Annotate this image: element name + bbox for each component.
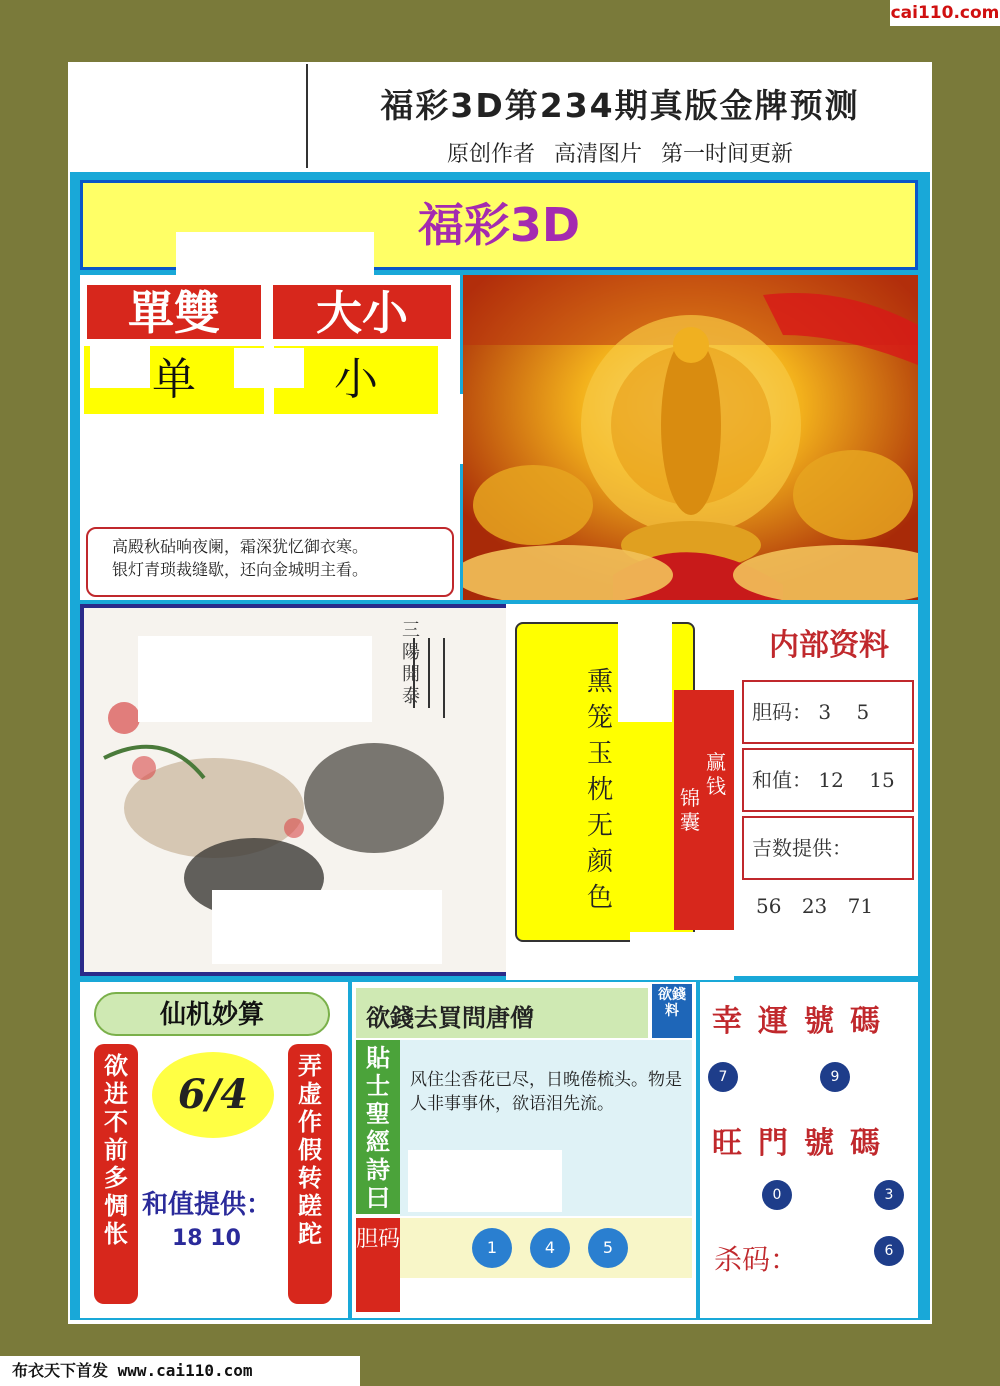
tips-label: 貼士聖經詩曰	[356, 1040, 400, 1214]
handwriting-oval	[152, 1052, 274, 1138]
lucky-value: 71	[847, 894, 874, 918]
tips-poem: 风住尘香花已尽，日晚倦梳头。物是人非事事休，欲语泪先流。	[400, 1040, 692, 1216]
dan-ball: 1	[472, 1228, 512, 1268]
dan-ball: 5	[588, 1228, 628, 1268]
big-small-value: 小	[274, 346, 438, 414]
xianji-title: 仙机妙算	[94, 992, 330, 1036]
lucky-value: 23	[801, 894, 828, 918]
buddha-illustration	[463, 275, 918, 600]
scroll-text: 熏笼玉枕无颜色	[586, 667, 613, 913]
odd-even-value: 单	[84, 346, 264, 414]
lucky-label-row	[742, 816, 914, 880]
tang-title: 欲錢去買問唐僧	[356, 988, 648, 1038]
jinnang-strip	[674, 690, 734, 930]
lucky-label: 吉数提供：	[752, 836, 852, 860]
mask-block	[408, 1150, 562, 1212]
internal-title: 内部资料	[744, 616, 914, 676]
header	[310, 64, 930, 168]
wang-title: 旺門號碼	[712, 1126, 896, 1161]
page-title: 福彩3D第234期真版金牌预测	[380, 86, 860, 125]
lucky-ball: 7	[708, 1062, 738, 1092]
page-subtitle: 原创作者 高清图片 第一时间更新	[447, 142, 793, 167]
mask-block	[90, 344, 150, 388]
poem-line-1: 高殿秋砧响夜阑，霜深犹忆御衣寒。	[112, 537, 369, 556]
mask-block	[234, 348, 304, 388]
mask-block	[138, 636, 372, 722]
side-tag: 欲錢料	[652, 984, 692, 1038]
handwritten-number: 6/4	[177, 1071, 249, 1118]
lucky-value: 56	[756, 894, 782, 918]
win-label: 赢钱	[706, 750, 726, 798]
banner-title: 福彩3D	[80, 180, 918, 270]
dan-ball: 4	[530, 1228, 570, 1268]
lucky-values	[756, 894, 906, 918]
right-column-text: 弄虚作假转蹉跎	[288, 1044, 332, 1304]
mask-block	[176, 232, 374, 276]
poem-box	[86, 527, 454, 597]
dan-row	[742, 680, 914, 744]
sum-provide-values: 18 10	[172, 1226, 241, 1251]
sum-row	[742, 748, 914, 812]
lucky-title: 幸運號碼	[712, 1004, 896, 1039]
dan-value: 5	[856, 700, 870, 724]
site-tag[interactable]: cai110.com	[890, 0, 1000, 26]
painting-inscription: 三陽開泰	[402, 620, 420, 707]
wang-ball: 3	[874, 1180, 904, 1210]
dan-value: 3	[818, 700, 832, 724]
lucky-ball: 9	[820, 1062, 850, 1092]
odd-even-label: 單雙	[84, 282, 264, 342]
jinnang-label: 锦囊	[680, 786, 700, 834]
buddha-image	[463, 275, 918, 600]
sum-label: 和值：	[752, 768, 812, 792]
kill-ball: 6	[874, 1236, 904, 1266]
sum-provide-label: 和值提供：	[142, 1190, 273, 1220]
wang-ball: 0	[762, 1180, 792, 1210]
sum-value: 12	[818, 768, 844, 792]
left-column-text: 欲进不前多惆怅	[94, 1044, 138, 1304]
sum-value: 15	[869, 768, 895, 792]
dan-label: 胆码：	[752, 700, 812, 724]
mask-block	[212, 890, 442, 964]
kill-label: 杀码：	[714, 1243, 799, 1276]
footer-text[interactable]: 布衣天下首发 www.cai110.com	[0, 1356, 360, 1386]
big-small-label: 大小	[270, 282, 454, 342]
dan-side-label: 胆码	[356, 1218, 400, 1312]
poem-line-2: 银灯青琐裁缝歇，还向金城明主看。	[112, 560, 369, 579]
header-left-blank	[70, 64, 308, 168]
mask-block	[618, 612, 672, 722]
